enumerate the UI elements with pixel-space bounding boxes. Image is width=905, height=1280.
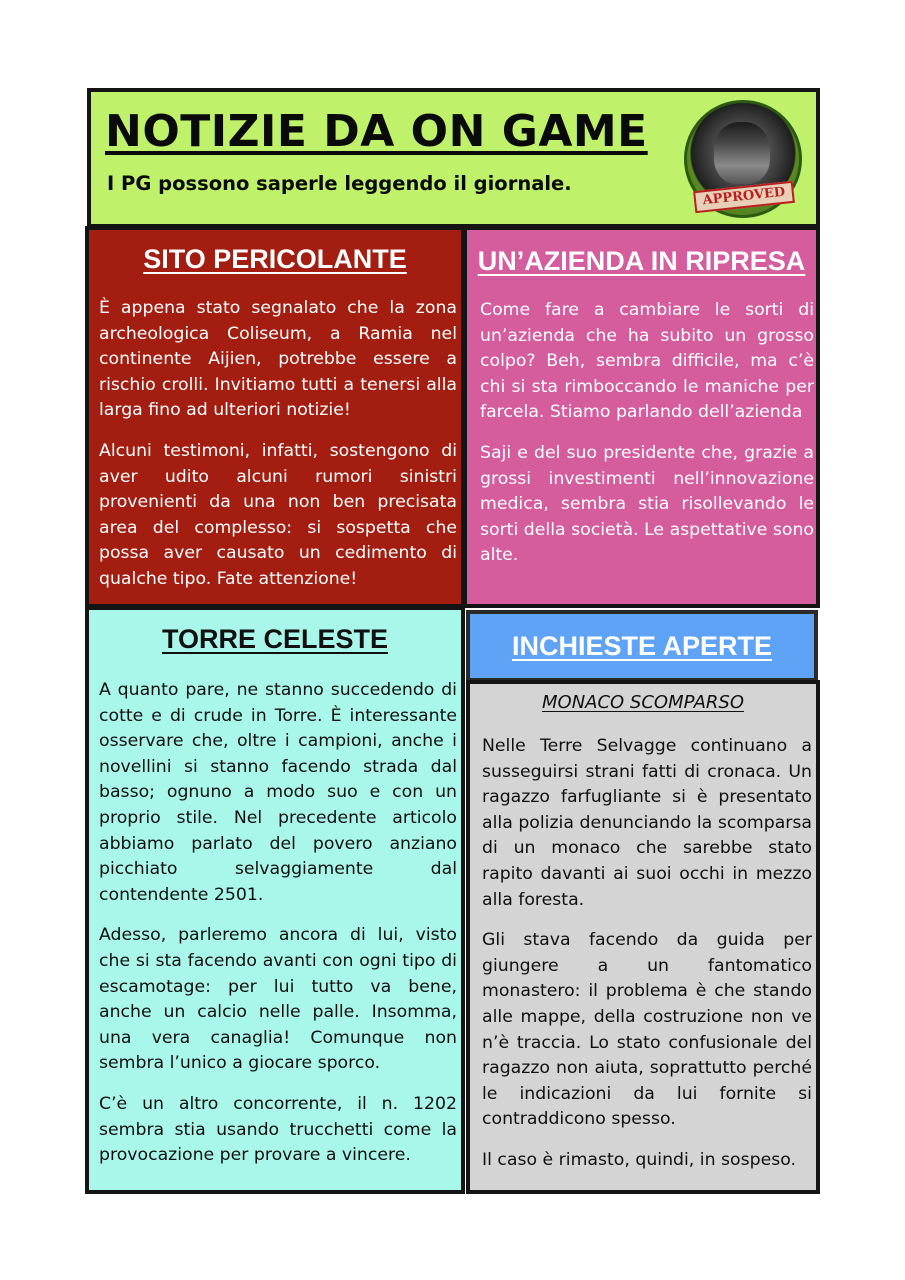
approved-stamp: APPROVED [693,181,795,213]
article-paragraph: A quanto pare, ne stanno succedendo di cotte e di crude in Torre. È interessante osservare che, oltre i campioni, anche i novellini si stanno facendo strada dal basso; ognuno a modo suo e con un proprio stile. Nel precedente articolo abbiamo parlato del povero anziano picchiato selvaggiamente dal contendente 2501. [99,680,457,905]
article-title: INCHIESTE APERTE [511,631,773,661]
article-paragraph: È appena stato segnalato che la zona archeologica Coliseum, a Ramia nel continente Aijien, potrebbe essere a rischio crolli. Invitiamo tutti a tenersi alla larga fino ad ulteriori notizie! [99,298,457,421]
article-body [480,298,814,584]
badge-portrait [714,122,770,184]
article-body [482,734,812,1189]
article-body [99,296,457,608]
page-title: NOTIZIE DA ON GAME [105,106,648,157]
article-paragraph: Gli stava facendo da guida per giungere a un fantomatico monastero: il problema è che stando alle mappe, della costruzione non ve n’è traccia. Lo stato confusionale del ragazzo non aiuta, soprattutto perché le indicazioni da lui fornite si contraddicono spesso. [482,930,812,1130]
newspaper-header [87,88,820,228]
article-title: SITO PERICOLANTE [143,244,407,274]
article-paragraph: Saji e del suo presidente che, grazie a grossi investimenti nell’innovazione medica, sembra stia risollevando le sorti della società. Le aspettative sono alte. [480,442,814,566]
article-title: UN’AZIENDA IN RIPRESA [477,246,806,276]
article-paragraph: Alcuni testimoni, infatti, sostengono di aver udito alcuni rumori sinistri provenienti da una non ben precisata area del complesso: si sospetta che possa aver causato un cedimento di qualche tipo. Fate attenzione! [99,440,457,589]
article-subtitle: MONACO SCOMPARSO [542,692,744,713]
article-paragraph: Nelle Terre Selvagge continuano a susseguirsi strani fatti di cronaca. Un ragazzo farfugliante si è presentato alla polizia denunciando la scomparsa di un monaco che sarebbe stato rapito davanti ai suoi occhi in mezzo alla foresta. [482,736,812,910]
article-sito-pericolante [85,226,465,608]
article-torre-celeste [85,606,465,1194]
article-paragraph: Il caso è rimasto, quindi, in sospeso. [482,1149,796,1170]
approved-badge-icon [684,100,802,218]
article-azienda-in-ripresa [463,226,820,608]
article-paragraph: Come fare a cambiare le sorti di un’azienda che ha subito un grosso colpo? Beh, sembra difficile, ma c’è chi si sta rimboccando le maniche per farcela. Stiamo parlando dell’azienda [480,300,814,423]
page-subtitle: I PG possono saperle leggendo il giornale. [107,172,572,195]
article-body [99,678,457,1184]
article-inchieste-aperte [466,680,820,1194]
article-paragraph: Adesso, parleremo ancora di lui, visto che si sta facendo avanti con ogni tipo di escamotage: per lui tutto va bene, anche un calcio nelle palle. Insomma, una vera canaglia! Comunque non sembra l’unico a giocare sporco. [99,925,457,1074]
article-title: TORRE CELESTE [161,624,389,654]
section-header-inchieste-aperte [466,610,818,682]
article-paragraph: C’è un altro concorrente, il n. 1202 sembra stia usando trucchetti come la provocazione per provare a vincere. [99,1093,457,1166]
